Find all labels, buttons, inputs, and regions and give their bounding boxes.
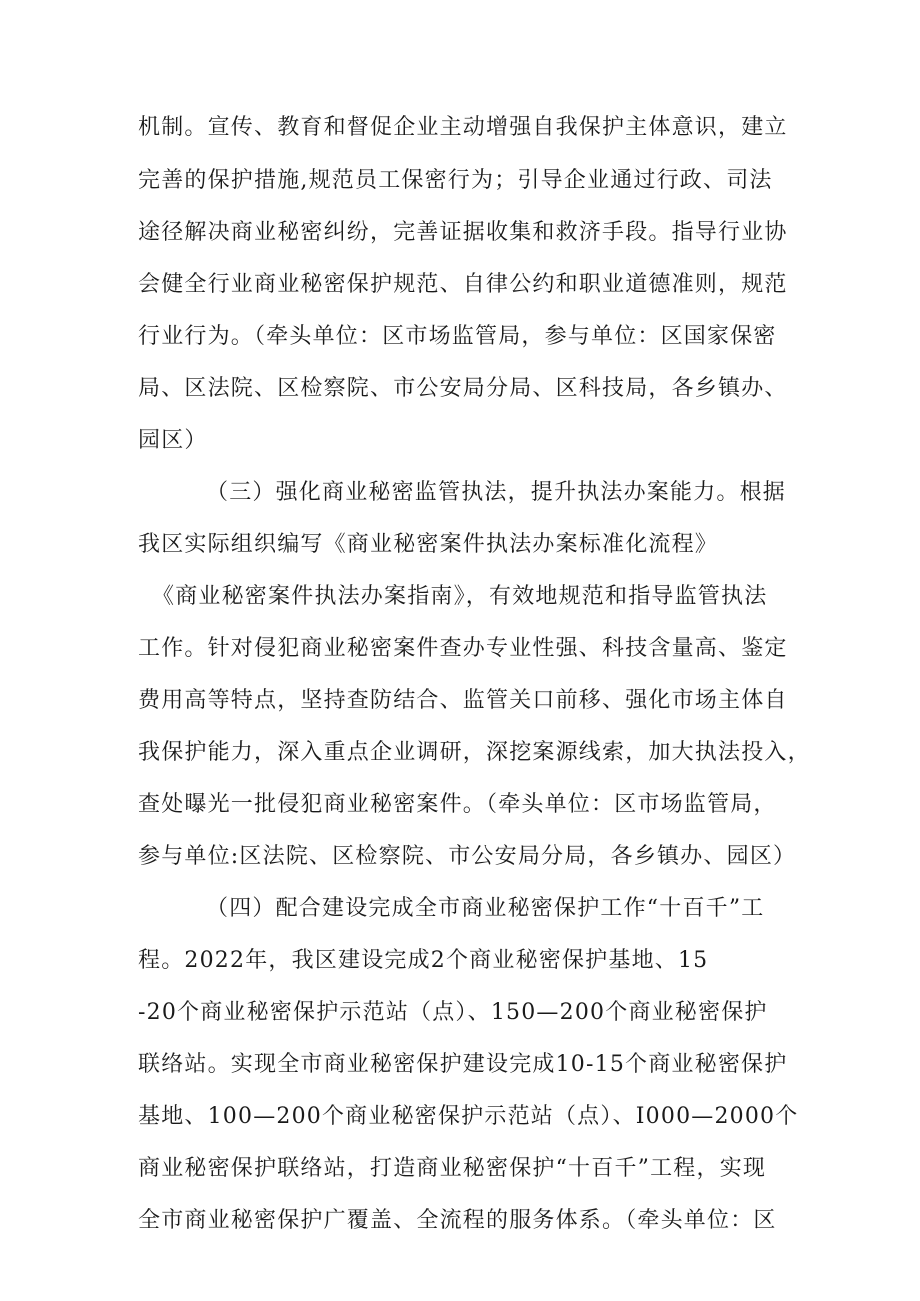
text-line: 我区实际组织编写《商业秘密案件执法办案标准化流程》 [138,532,719,557]
text-line: 《商业秘密案件执法办案指南》，有效地规范和指导监管执法 [152,584,768,609]
text-line: 完善的保护措施,规范员工保密行为；引导企业通过行政、司法 [138,168,773,193]
text-line: 我保护能力，深入重点企业调研，深挖案源线索，加大执法投入， [138,740,811,765]
text-line: 费用高等特点，坚持查防结合、监管关口前移、强化市场主体自 [138,688,788,713]
text-line: 途径解决商业秘密纠纷，完善证据收集和救济手段。指导行业协 [138,220,788,245]
text-line: 参与单位:区法院、区检察院、市公安局分局，各乡镇办、园区） [138,844,797,869]
text-line: 行业行为。（牵头单位：区市场监管局，参与单位：区国家保密 [138,324,777,349]
text-line: 机制。宣传、教育和督促企业主动增强自我保护主体意识，建立 [138,115,788,140]
text-line: 程。2022年，我区建设完成2个商业秘密保护基地、15 [138,948,709,973]
text-line: 工作。针对侵犯商业秘密案件查办专业性强、科技含量高、鉴定 [138,636,788,661]
section-heading-line: （四）配合建设完成全市商业秘密保护工作“十百千”工 [206,896,765,921]
text-line: 查处曝光一批侵犯商业秘密案件。（牵头单位：区市场监管局， [138,792,777,817]
text-line: 联络站。实现全市商业秘密保护建设完成10-15个商业秘密保护 [138,1052,788,1077]
section-heading-line: （三）强化商业秘密监管执法，提升执法办案能力。根据 [206,480,787,505]
text-line: 局、区法院、区检察院、市公安局分局、区科技局，各乡镇办、 [138,376,788,401]
text-line: 基地、100—200个商业秘密保护示范站（点）、I000—2000个 [138,1104,799,1129]
text-line: -20个商业秘密保护示范站（点）、150—200个商业秘密保护 [138,1000,768,1025]
text-line: 全市商业秘密保护广覆盖、全流程的服务体系。（牵头单位：区 [138,1208,777,1233]
text-line: 会健全行业商业秘密保护规范、自律公约和职业道德准则，规范 [138,272,788,297]
text-line: 商业秘密保护联络站，打造商业秘密保护“十百千”工程，实现 [138,1156,767,1181]
text-line: 园区） [138,428,208,453]
